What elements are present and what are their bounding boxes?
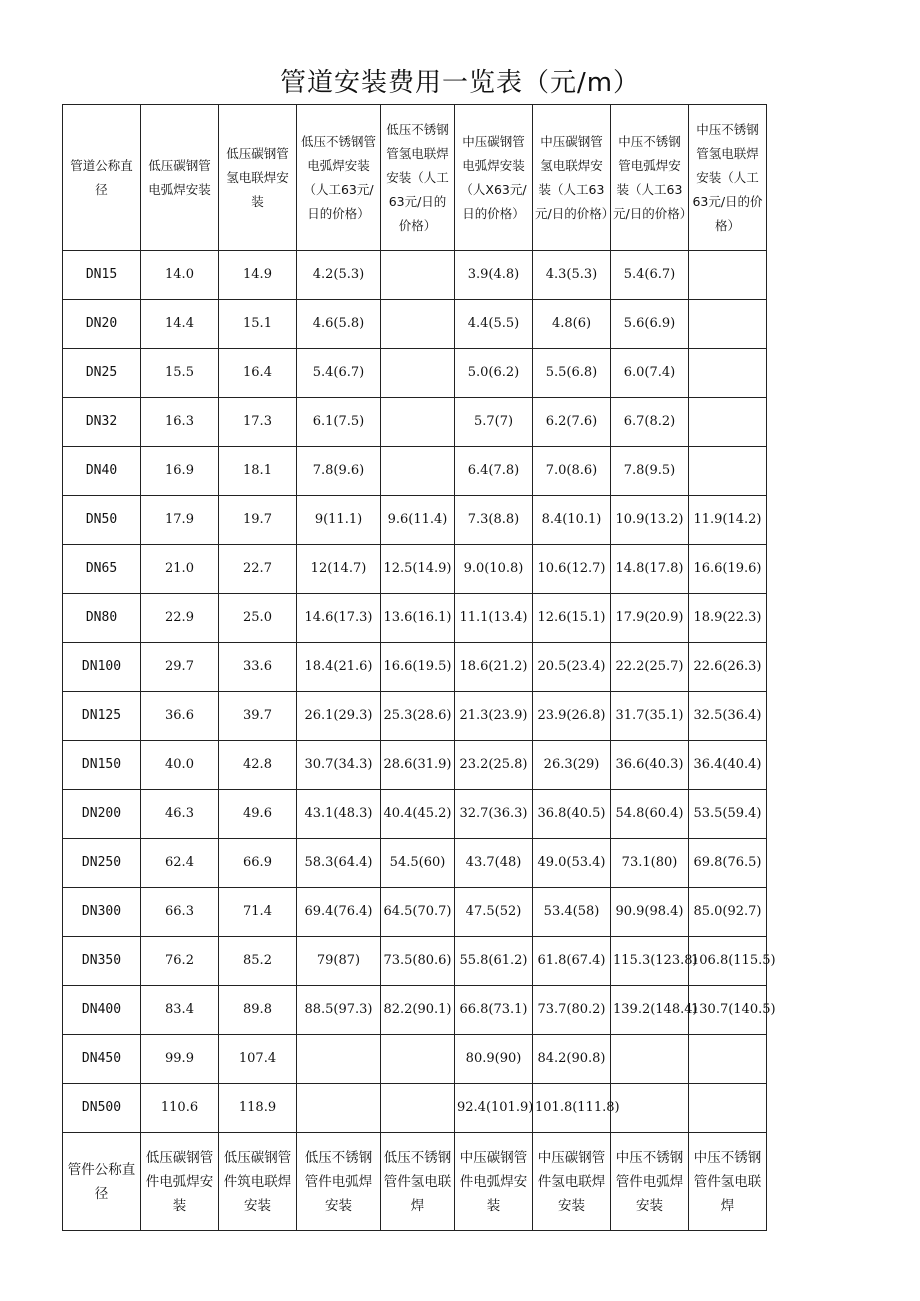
footer-cell: 中压碳钢管件氢电联焊安装 (533, 1133, 611, 1231)
cost-cell: 118.9 (219, 1084, 297, 1133)
cost-cell: 14.8(17.8) (611, 545, 689, 594)
cost-cell: 40.0 (141, 741, 219, 790)
cost-cell: 6.7(8.2) (611, 398, 689, 447)
cost-cell: 25.3(28.6) (381, 692, 455, 741)
cost-cell: 5.5(6.8) (533, 349, 611, 398)
pipe-size-cell: DN65 (63, 545, 141, 594)
cost-cell: 73.5(80.6) (381, 937, 455, 986)
cost-cell: 14.4 (141, 300, 219, 349)
cost-cell: 19.7 (219, 496, 297, 545)
fitting-header-row (63, 1133, 767, 1231)
header-cell: 低压碳钢管电弧焊安装 (141, 105, 219, 251)
cost-cell (297, 1035, 381, 1084)
cost-cell (689, 349, 767, 398)
cost-cell: 4.8(6) (533, 300, 611, 349)
cost-cell: 66.3 (141, 888, 219, 937)
cost-cell: 3.9(4.8) (455, 251, 533, 300)
cost-cell: 21.0 (141, 545, 219, 594)
cost-cell: 62.4 (141, 839, 219, 888)
cost-cell: 49.0(53.4) (533, 839, 611, 888)
cost-cell: 73.1(80) (611, 839, 689, 888)
cost-cell: 53.4(58) (533, 888, 611, 937)
cost-cell: 15.5 (141, 349, 219, 398)
cost-cell: 32.5(36.4) (689, 692, 767, 741)
table-row (63, 790, 767, 839)
pipe-size-cell: DN20 (63, 300, 141, 349)
table-row (63, 986, 767, 1035)
cost-cell: 22.6(26.3) (689, 643, 767, 692)
table-row (63, 839, 767, 888)
cost-cell: 6.0(7.4) (611, 349, 689, 398)
cost-cell: 18.4(21.6) (297, 643, 381, 692)
cost-cell: 14.6(17.3) (297, 594, 381, 643)
cost-cell (381, 1084, 455, 1133)
cost-cell: 80.9(90) (455, 1035, 533, 1084)
cost-cell: 61.8(67.4) (533, 937, 611, 986)
pipe-size-cell: DN80 (63, 594, 141, 643)
cost-cell (381, 251, 455, 300)
cost-cell: 15.1 (219, 300, 297, 349)
cost-cell: 89.8 (219, 986, 297, 1035)
cost-cell: 5.4(6.7) (611, 251, 689, 300)
cost-cell: 18.1 (219, 447, 297, 496)
cost-cell: 39.7 (219, 692, 297, 741)
cost-cell: 84.2(90.8) (533, 1035, 611, 1084)
cost-cell: 28.6(31.9) (381, 741, 455, 790)
cost-cell (689, 1084, 767, 1133)
cost-cell: 58.3(64.4) (297, 839, 381, 888)
pipe-size-cell: DN450 (63, 1035, 141, 1084)
footer-cell: 低压不锈钢管件氢电联焊 (381, 1133, 455, 1231)
cost-cell: 71.4 (219, 888, 297, 937)
table-row (63, 741, 767, 790)
cost-cell: 99.9 (141, 1035, 219, 1084)
cost-cell: 18.6(21.2) (455, 643, 533, 692)
cost-cell: 33.6 (219, 643, 297, 692)
cost-cell: 4.6(5.8) (297, 300, 381, 349)
table-row (63, 349, 767, 398)
cost-cell: 17.9(20.9) (611, 594, 689, 643)
table-row (63, 447, 767, 496)
table-row (63, 545, 767, 594)
cost-cell: 90.9(98.4) (611, 888, 689, 937)
cost-cell (689, 1035, 767, 1084)
footer-cell: 低压碳钢管件电弧焊安装 (141, 1133, 219, 1231)
cost-cell: 66.9 (219, 839, 297, 888)
cost-cell: 22.9 (141, 594, 219, 643)
cost-cell: 5.6(6.9) (611, 300, 689, 349)
cost-cell: 20.5(23.4) (533, 643, 611, 692)
cost-cell: 69.4(76.4) (297, 888, 381, 937)
table-row (63, 1084, 767, 1133)
cost-cell: 10.6(12.7) (533, 545, 611, 594)
cost-cell: 7.8(9.5) (611, 447, 689, 496)
table-row (63, 937, 767, 986)
cost-cell (689, 447, 767, 496)
cost-cell: 9.6(11.4) (381, 496, 455, 545)
cost-cell: 47.5(52) (455, 888, 533, 937)
cost-cell: 6.1(7.5) (297, 398, 381, 447)
cost-cell: 64.5(70.7) (381, 888, 455, 937)
footer-cell: 低压不锈钢管件电弧焊安装 (297, 1133, 381, 1231)
cost-cell: 130.7(140.5) (689, 986, 767, 1035)
cost-cell: 36.8(40.5) (533, 790, 611, 839)
cost-cell: 88.5(97.3) (297, 986, 381, 1035)
cost-cell: 13.6(16.1) (381, 594, 455, 643)
cost-cell (381, 398, 455, 447)
footer-cell: 低压碳钢管件筑电联焊安装 (219, 1133, 297, 1231)
cost-cell: 4.3(5.3) (533, 251, 611, 300)
cost-cell: 4.4(5.5) (455, 300, 533, 349)
cost-cell: 43.1(48.3) (297, 790, 381, 839)
table-row (63, 398, 767, 447)
cost-cell: 26.3(29) (533, 741, 611, 790)
cost-cell: 14.9 (219, 251, 297, 300)
pipe-size-cell: DN32 (63, 398, 141, 447)
cost-cell: 36.4(40.4) (689, 741, 767, 790)
cost-cell: 12.6(15.1) (533, 594, 611, 643)
cost-cell (689, 398, 767, 447)
cost-cell: 7.3(8.8) (455, 496, 533, 545)
cost-cell (611, 1084, 689, 1133)
cost-cell: 92.4(101.9) (455, 1084, 533, 1133)
cost-cell: 55.8(61.2) (455, 937, 533, 986)
cost-cell: 46.3 (141, 790, 219, 839)
cost-cell: 40.4(45.2) (381, 790, 455, 839)
cost-cell: 5.7(7) (455, 398, 533, 447)
cost-cell: 7.8(9.6) (297, 447, 381, 496)
cost-cell: 79(87) (297, 937, 381, 986)
cost-cell: 66.8(73.1) (455, 986, 533, 1035)
cost-cell: 16.6(19.5) (381, 643, 455, 692)
cost-cell: 83.4 (141, 986, 219, 1035)
cost-cell: 53.5(59.4) (689, 790, 767, 839)
cost-cell: 17.9 (141, 496, 219, 545)
header-cell: 中压碳钢管氢电联焊安装（人工63元/日的价格） (533, 105, 611, 251)
cost-cell: 49.6 (219, 790, 297, 839)
pipe-size-cell: DN150 (63, 741, 141, 790)
header-cell: 中压不锈钢管氢电联焊安装（人工63元/日的价格） (689, 105, 767, 251)
cost-cell: 43.7(48) (455, 839, 533, 888)
header-cell: 中压碳钢管电弧焊安装（人X63元/日的价格） (455, 105, 533, 251)
footer-cell: 中压不锈钢管件氢电联焊 (689, 1133, 767, 1231)
pipe-size-cell: DN200 (63, 790, 141, 839)
pipe-cost-table (62, 104, 776, 1231)
pipe-size-cell: DN250 (63, 839, 141, 888)
pipe-size-cell: DN300 (63, 888, 141, 937)
table-row (63, 1035, 767, 1084)
cost-cell: 8.4(10.1) (533, 496, 611, 545)
footer-cell: 中压碳钢管件电弧焊安装 (455, 1133, 533, 1231)
pipe-size-cell: DN50 (63, 496, 141, 545)
pipe-size-cell: DN350 (63, 937, 141, 986)
cost-cell: 85.2 (219, 937, 297, 986)
cost-cell: 16.4 (219, 349, 297, 398)
cost-cell: 36.6 (141, 692, 219, 741)
cost-cell: 22.7 (219, 545, 297, 594)
cost-cell: 9.0(10.8) (455, 545, 533, 594)
table-row (63, 692, 767, 741)
cost-cell (611, 1035, 689, 1084)
cost-cell: 85.0(92.7) (689, 888, 767, 937)
cost-cell: 110.6 (141, 1084, 219, 1133)
cost-cell: 106.8(115.5) (689, 937, 767, 986)
header-cell: 低压不锈钢管氢电联焊安装（人工63元/日的价格） (381, 105, 455, 251)
cost-cell: 5.4(6.7) (297, 349, 381, 398)
cost-cell: 11.9(14.2) (689, 496, 767, 545)
cost-cell: 6.4(7.8) (455, 447, 533, 496)
cost-cell: 29.7 (141, 643, 219, 692)
header-cell: 低压碳钢管氢电联焊安装 (219, 105, 297, 251)
cost-cell (381, 300, 455, 349)
header-cell: 低压不锈钢管电弧焊安装（人工63元/日的价格） (297, 105, 381, 251)
cost-cell: 5.0(6.2) (455, 349, 533, 398)
cost-cell: 18.9(22.3) (689, 594, 767, 643)
page-title: 管道安装费用一览表（元/m） (279, 68, 641, 98)
cost-cell: 9(11.1) (297, 496, 381, 545)
cost-cell: 4.2(5.3) (297, 251, 381, 300)
cost-cell (381, 349, 455, 398)
pipe-size-cell: DN15 (63, 251, 141, 300)
header-cell: 中压不锈钢管电弧焊安装（人工63元/日的价格） (611, 105, 689, 251)
table-row (63, 496, 767, 545)
cost-cell: 31.7(35.1) (611, 692, 689, 741)
cost-cell: 22.2(25.7) (611, 643, 689, 692)
cost-cell: 23.2(25.8) (455, 741, 533, 790)
cost-cell: 139.2(148.4) (611, 986, 689, 1035)
cost-cell: 101.8(111.8) (533, 1084, 611, 1133)
pipe-size-cell: DN25 (63, 349, 141, 398)
cost-cell: 76.2 (141, 937, 219, 986)
cost-cell: 23.9(26.8) (533, 692, 611, 741)
cost-cell: 12.5(14.9) (381, 545, 455, 594)
cost-cell: 6.2(7.6) (533, 398, 611, 447)
cost-cell (381, 447, 455, 496)
cost-cell (381, 1035, 455, 1084)
footer-cell: 中压不锈钢管件电弧焊安装 (611, 1133, 689, 1231)
cost-cell: 12(14.7) (297, 545, 381, 594)
cost-cell: 14.0 (141, 251, 219, 300)
pipe-size-cell: DN400 (63, 986, 141, 1035)
pipe-size-cell: DN125 (63, 692, 141, 741)
cost-cell: 54.8(60.4) (611, 790, 689, 839)
cost-cell (689, 251, 767, 300)
cost-cell: 11.1(13.4) (455, 594, 533, 643)
table-row (63, 300, 767, 349)
table-row (63, 251, 767, 300)
cost-cell: 107.4 (219, 1035, 297, 1084)
footer-cell: 管件公称直径 (63, 1133, 141, 1231)
cost-cell (689, 300, 767, 349)
table-row (63, 643, 767, 692)
cost-cell: 69.8(76.5) (689, 839, 767, 888)
table-row (63, 594, 767, 643)
cost-cell (297, 1084, 381, 1133)
cost-cell: 21.3(23.9) (455, 692, 533, 741)
cost-cell: 17.3 (219, 398, 297, 447)
header-cell: 管道公称直径 (63, 105, 141, 251)
cost-cell: 10.9(13.2) (611, 496, 689, 545)
cost-cell: 42.8 (219, 741, 297, 790)
cost-cell: 32.7(36.3) (455, 790, 533, 839)
cost-cell: 82.2(90.1) (381, 986, 455, 1035)
cost-cell: 7.0(8.6) (533, 447, 611, 496)
cost-cell: 26.1(29.3) (297, 692, 381, 741)
cost-cell: 30.7(34.3) (297, 741, 381, 790)
cost-cell: 73.7(80.2) (533, 986, 611, 1035)
cost-cell: 115.3(123.8) (611, 937, 689, 986)
pipe-size-cell: DN100 (63, 643, 141, 692)
cost-cell: 16.6(19.6) (689, 545, 767, 594)
cost-cell: 54.5(60) (381, 839, 455, 888)
pipe-size-cell: DN40 (63, 447, 141, 496)
cost-cell: 36.6(40.3) (611, 741, 689, 790)
header-row (63, 105, 767, 251)
cost-cell: 16.3 (141, 398, 219, 447)
cost-cell: 25.0 (219, 594, 297, 643)
table-row (63, 888, 767, 937)
cost-cell: 16.9 (141, 447, 219, 496)
pipe-size-cell: DN500 (63, 1084, 141, 1133)
